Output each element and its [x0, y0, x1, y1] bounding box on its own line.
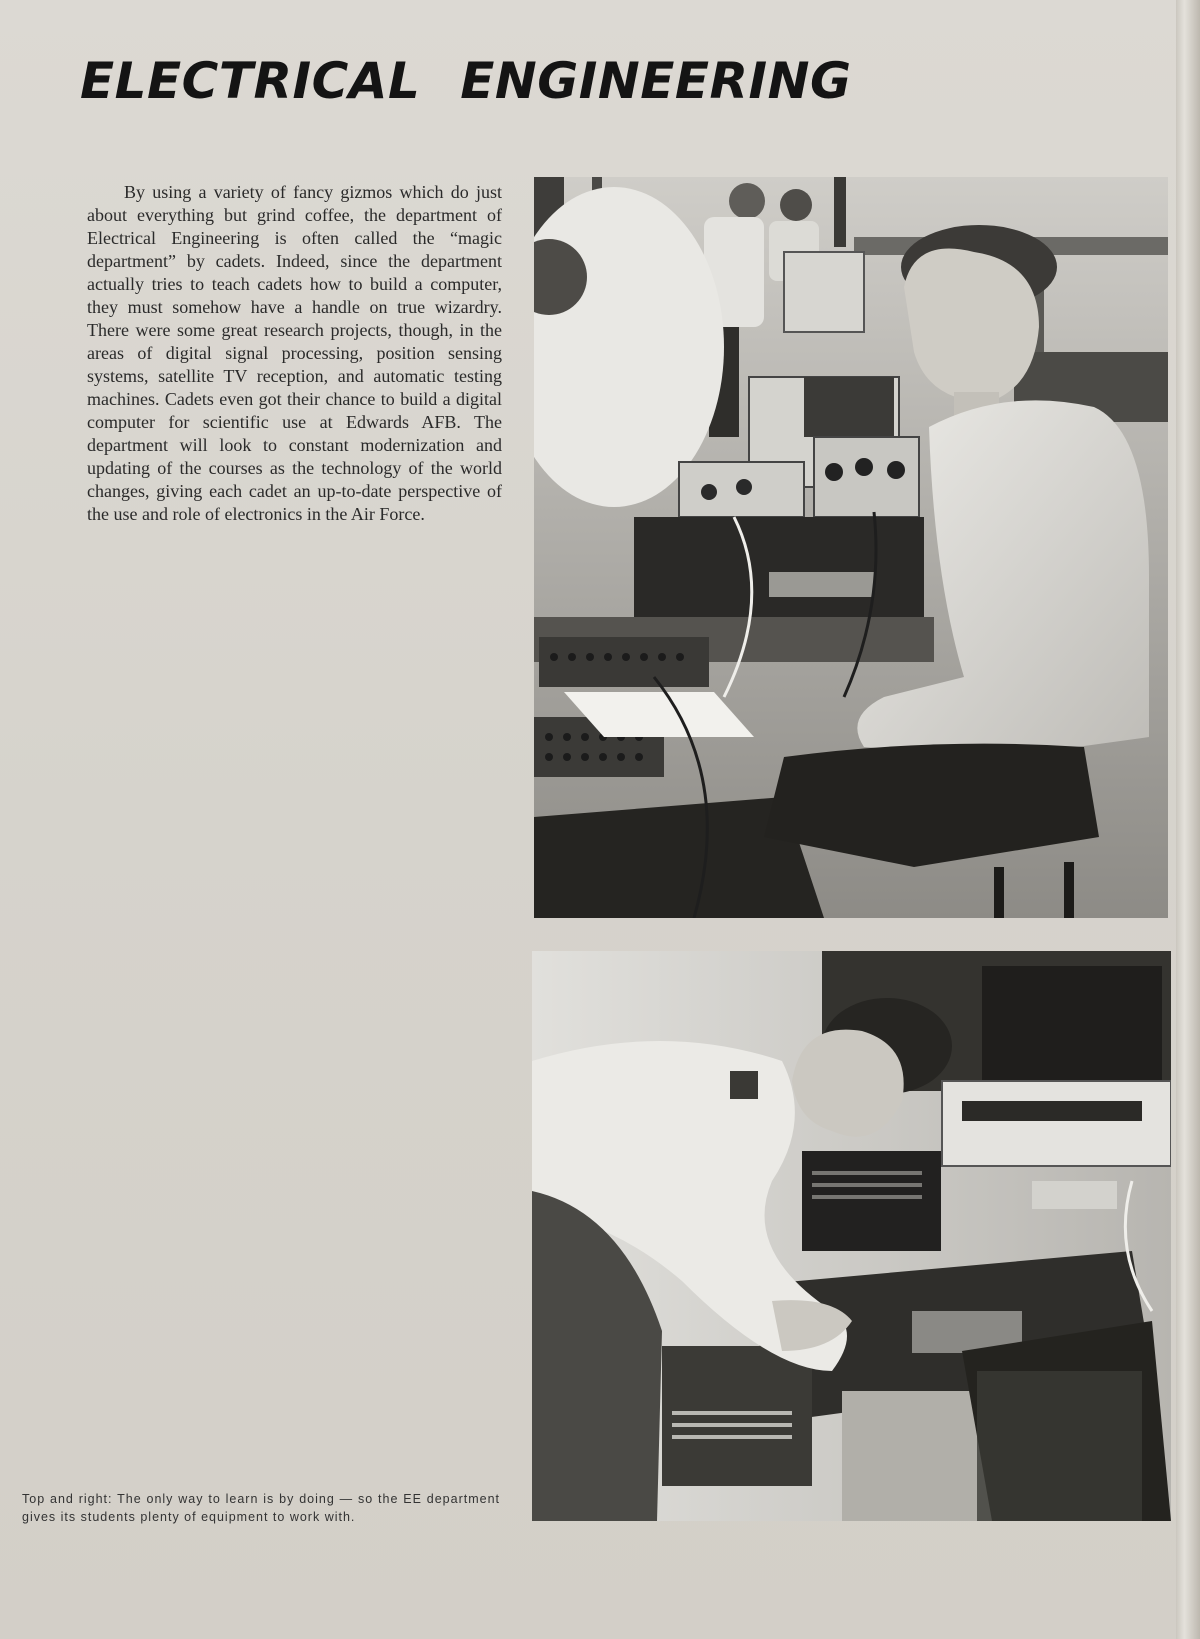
- page-binding-gutter: [1176, 0, 1200, 1639]
- bottom-photo: [532, 951, 1171, 1521]
- top-photo: [534, 177, 1168, 918]
- photo-caption: Top and right: The only way to learn is by doing — so the EE department gives its students plenty of equipment to work with.: [22, 1492, 500, 1524]
- body-paragraph: By using a variety of fancy gizmos which do just about everything but grind coffee, the department of Electrical Engineering is often called the “magic department” by cadets. Indeed, since the department actually tries to teach cadets how to build a computer, they must somehow have a handle on true wizardry. There were some great research projects, though, in the areas of digital signal processing, position sensing systems, satellite TV reception, and automatic testing machines. Cadets even got their chance to build a digital computer for scientific use at Edwards AFB. The department will look to constant modernization and updating of the courses as the technology of the world changes, giving each cadet an up-to-date perspective of the use and role of electronics in the Air Force.: [87, 182, 502, 524]
- page-title: ELECTRICAL ENGINEERING: [80, 52, 852, 110]
